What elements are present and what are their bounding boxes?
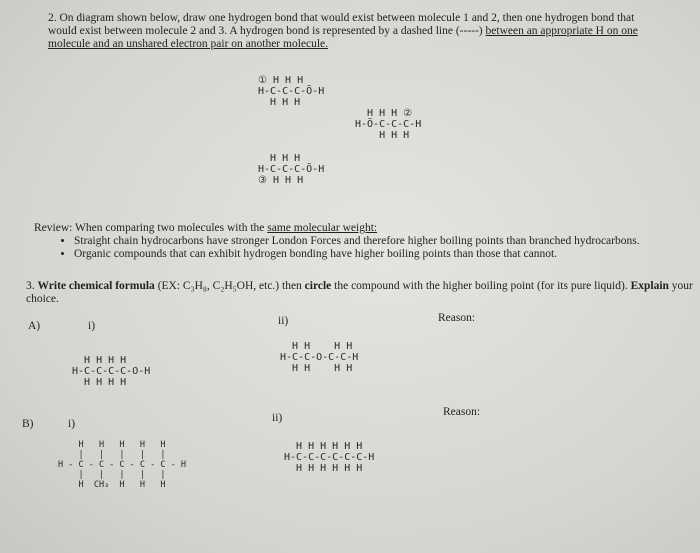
mol1-line: H-C-C-C-Ö-H <box>258 86 325 97</box>
molecule-b-i <box>58 430 186 500</box>
part-a-label: A) <box>28 320 41 332</box>
question-3-text <box>26 280 700 306</box>
mol-line: H H H H <box>72 377 127 388</box>
review-intro <box>34 222 684 235</box>
mol2-line: H-Ö-C-C-C-H <box>355 119 422 130</box>
mol-line: H H H H <box>72 355 127 366</box>
mol-line: H-C-C-C-C-C-C-H <box>284 452 375 463</box>
part-b-ii-label: ii) <box>272 412 283 424</box>
part-a-ii-label: ii) <box>278 315 289 327</box>
q2-instructions: 2. On diagram shown below, draw one hydrogen bond that would exist between molecule 1 and 2, then one hydrogen bond that would exist between molecule 2 and 3. A hydrogen bond is represented by a dashed line (-----) <box>48 12 635 37</box>
question-2-text <box>48 12 638 51</box>
q3-bold: circle <box>304 280 332 292</box>
molecule-a-i <box>72 344 150 399</box>
q3-number: 3. <box>26 280 38 292</box>
mol-line: | | | | | <box>58 470 166 480</box>
q3-bold: Explain <box>630 280 669 292</box>
q3-bold: Write chemical formula <box>37 280 155 292</box>
molecule-2 <box>355 97 421 152</box>
q2-instructions-underlined: between an appropriate H on one molecule and an unshared electron pair on another molecule. <box>48 25 638 50</box>
review-bullet: • Organic compounds that can exhibit hydrogen bonding have higher boiling points than those that cannot. <box>74 248 684 261</box>
review-intro-underlined: same molecular weight: <box>267 222 378 234</box>
mol1-line: H H H <box>258 97 301 108</box>
part-b-i-label: i) <box>68 418 76 430</box>
molecule-1 <box>258 64 324 119</box>
mol3-line: ③ H H H <box>258 175 304 186</box>
mol-line: H H H H H H <box>284 441 363 452</box>
mol-line: H H H H <box>280 363 353 374</box>
part-a-reason-label: Reason: <box>438 312 476 324</box>
mol-line: H H H H H <box>58 440 166 450</box>
mol-line: H H H H H H <box>284 463 363 474</box>
mol2-line: H H H <box>355 130 410 141</box>
q3-text: your choice. <box>26 280 693 305</box>
q3-text: the compound with the higher boiling point (for its pure liquid). <box>331 280 631 292</box>
mol-line: H-C-C-C-C-O-H <box>72 366 151 377</box>
molecule-3 <box>258 142 324 197</box>
mol2-line: H H H ② <box>355 108 413 119</box>
q3-text: (EX: C₃H₈, C₂H₅OH, etc.) then <box>154 280 305 292</box>
mol1-line: ① H H H <box>258 75 304 86</box>
review-section <box>34 222 684 261</box>
mol-line: | | | | | <box>58 450 166 460</box>
mol3-line: H H H <box>258 153 301 164</box>
review-intro-text: Review: When comparing two molecules with the <box>34 222 268 234</box>
molecule-b-ii <box>284 430 374 485</box>
part-b-label: B) <box>22 418 34 430</box>
mol-line: H H H H <box>280 341 353 352</box>
molecule-a-ii <box>280 330 358 385</box>
part-a-i-label: i) <box>88 320 96 332</box>
part-b-reason-label: Reason: <box>443 406 481 418</box>
mol-line: H CH₃ H H H <box>58 480 166 490</box>
mol3-line: H-C-C-C-Ö-H <box>258 164 325 175</box>
review-bullet: • Straight chain hydrocarbons have stronger London Forces and therefore higher boiling points than branched hydrocarbons. <box>74 235 684 248</box>
mol-line: H - C - C - C - C - C - H <box>58 460 186 470</box>
mol-line: H-C-C-O-C-C-H <box>280 352 359 363</box>
